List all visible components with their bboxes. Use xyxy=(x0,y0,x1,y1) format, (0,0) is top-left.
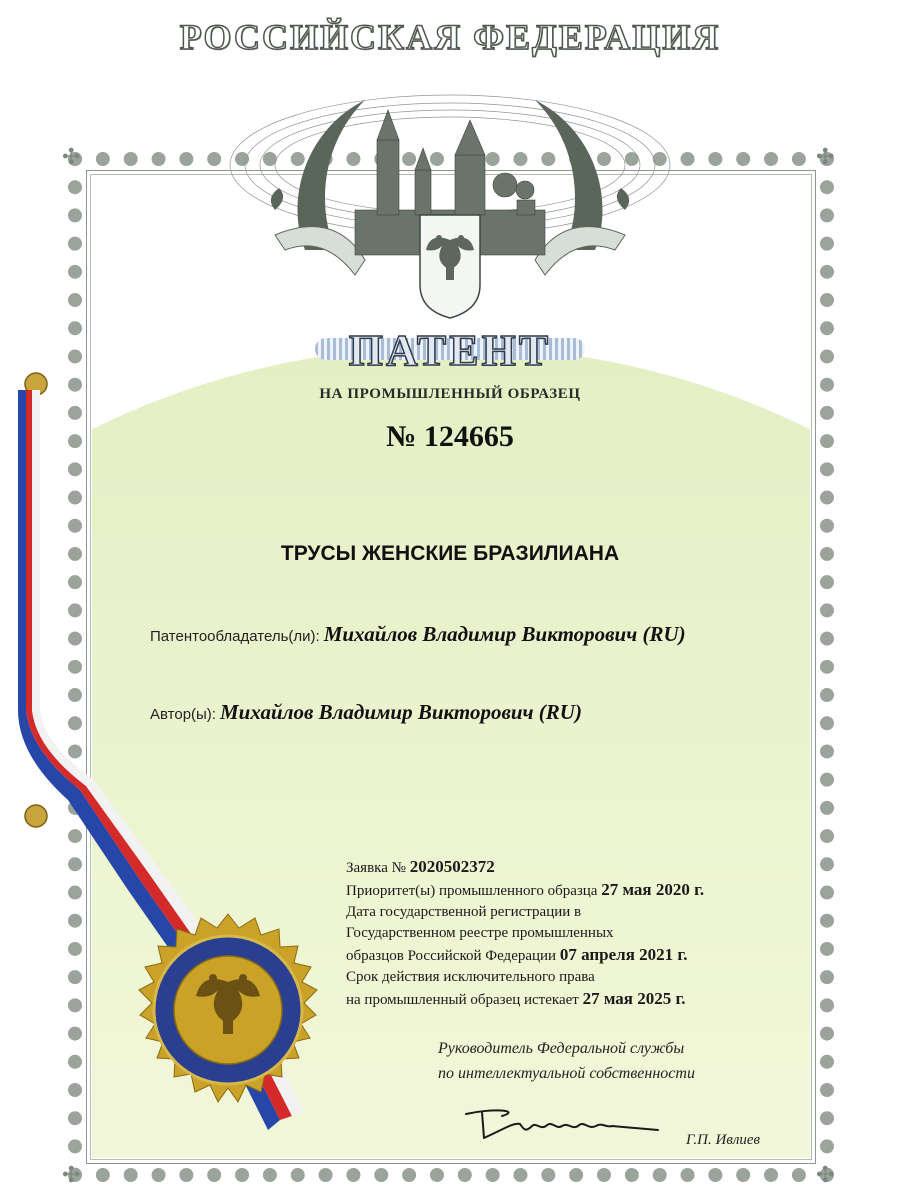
registration-details xyxy=(346,856,786,1011)
validity-line-1: Срок действия исключительного права xyxy=(346,969,595,985)
registration-line-1: Дата государственной регистрации в xyxy=(346,904,582,920)
kremlin-emblem-icon xyxy=(215,60,685,340)
registration-line-2: Государственном реестре промышленных xyxy=(346,925,614,941)
grommet-icon xyxy=(25,805,47,827)
holder-name: Михайлов Владимир Викторович (RU) xyxy=(323,622,686,646)
design-title: ТРУСЫ ЖЕНСКИЕ БРАЗИЛИАНА xyxy=(280,542,620,565)
registration-date: 07 апреля 2021 г. xyxy=(559,945,688,964)
priority-date: 27 мая 2020 г. xyxy=(601,880,705,899)
validity-date: 27 мая 2025 г. xyxy=(582,989,686,1008)
corner-ornament-icon: ✣ xyxy=(816,1162,835,1187)
corner-ornament-icon: ✣ xyxy=(62,144,81,169)
patent-heading: ПАТЕНТ xyxy=(315,328,585,374)
signer-name: Г.П. Ивлиев xyxy=(686,1132,761,1148)
corner-ornament-icon: ✣ xyxy=(816,144,835,169)
corner-ornament-icon: ✣ xyxy=(62,1162,81,1187)
document-subtitle: НА ПРОМЫШЛЕННЫЙ ОБРАЗЕЦ xyxy=(319,386,581,402)
registration-line-3: образцов Российской Федерации 07 апреля 2021 г. xyxy=(346,945,688,964)
handwritten-signature xyxy=(462,1100,662,1144)
official-seal xyxy=(118,912,338,1132)
double-headed-eagle-icon xyxy=(420,215,480,318)
priority-line: Приоритет(ы) промышленного образца 27 мая 2020 г. xyxy=(346,880,705,899)
holder-label: Патентообладатель(ли): xyxy=(150,628,320,645)
application-line: Заявка № 2020502372 xyxy=(346,857,495,876)
validity-line-2: на промышленный образец истекает 27 мая 2025 г. xyxy=(346,989,686,1008)
application-number: 2020502372 xyxy=(409,857,495,876)
official-position: Руководитель Федеральной службы по интеллектуальной собственности xyxy=(438,1040,695,1082)
patent-number: № 124665 xyxy=(386,420,514,453)
author-name: Михайлов Владимир Викторович (RU) xyxy=(219,700,582,724)
author-label: Автор(ы): xyxy=(150,706,216,723)
country-title: РОССИЙСКАЯ ФЕДЕРАЦИЯ xyxy=(179,17,721,57)
